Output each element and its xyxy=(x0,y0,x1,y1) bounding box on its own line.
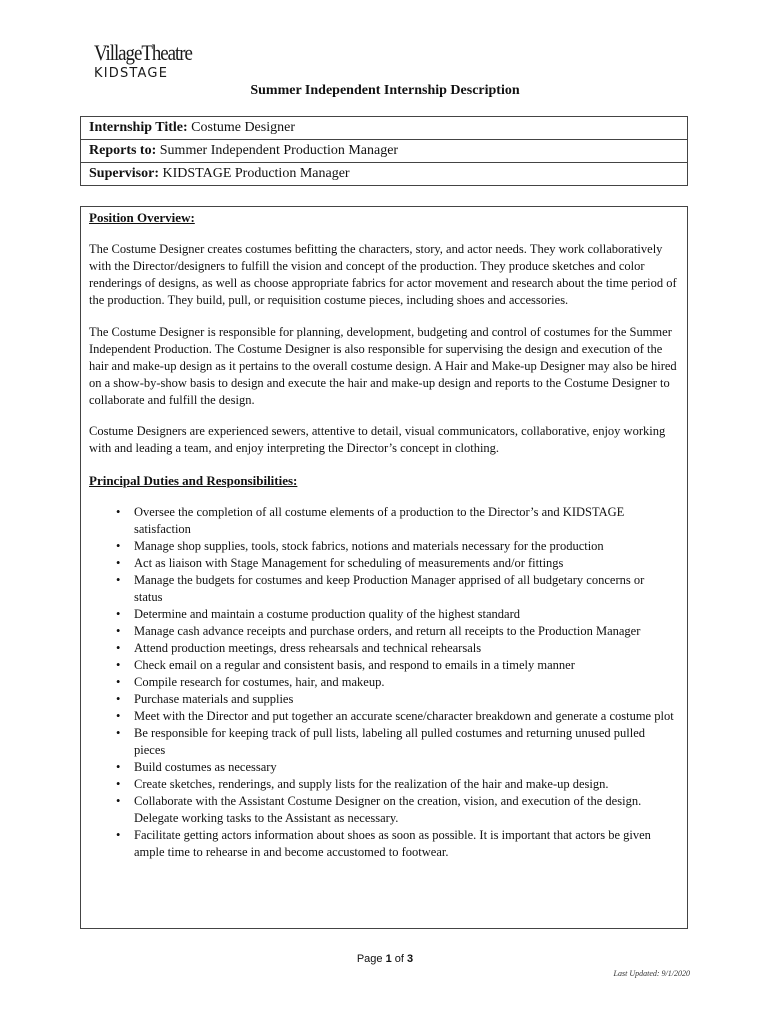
duty-text: Purchase materials and supplies xyxy=(134,692,294,706)
internship-info-table xyxy=(80,116,688,186)
duty-item xyxy=(116,793,679,827)
bullet-icon: • xyxy=(116,658,121,672)
document-title: Summer Independent Internship Description xyxy=(250,83,520,98)
overview-paragraph: The Costume Designer is responsible for planning, development, budgeting and control of costumes for the Summer Independent Production. The Costume Designer is also responsible for supervising the design and execution of the hair and make-up design as it pertains to the overall costume design. A Hair and Make-up Designer may also be hired on a show-by-show basis to design and execute the hair and make-up design and reports to the Costume Designer to collaborate and fulfill the design. xyxy=(89,325,677,407)
reports-to-value: Summer Independent Production Manager xyxy=(159,143,399,158)
duty-item xyxy=(116,827,679,861)
duty-text: Facilitate getting actors information about shoes as soon as possible. It is important that actors be given ample time to rehearse in and become accustomed to footwear. xyxy=(134,828,651,859)
logo-kidstage: KIDSTAGE xyxy=(94,66,169,81)
duty-text: Build costumes as necessary xyxy=(134,760,277,774)
supervisor-row xyxy=(81,163,687,185)
bullet-icon: • xyxy=(116,709,121,723)
bullet-icon: • xyxy=(116,505,121,519)
bullet-icon: • xyxy=(116,556,121,570)
village-theatre-kidstage-logo xyxy=(94,42,204,82)
duty-text: Compile research for costumes, hair, and makeup. xyxy=(134,675,385,689)
duty-item xyxy=(116,691,679,708)
bullet-icon: • xyxy=(116,573,121,587)
duty-item xyxy=(116,555,679,572)
duty-item xyxy=(116,776,679,793)
page-total: 3 xyxy=(407,953,414,965)
duty-item xyxy=(116,606,679,623)
bullet-icon: • xyxy=(116,777,121,791)
bullet-icon: • xyxy=(116,641,121,655)
page-current: 1 xyxy=(385,953,392,965)
principal-duties-heading: Principal Duties and Responsibilities: xyxy=(89,473,298,488)
duty-text: Attend production meetings, dress rehearsals and technical rehearsals xyxy=(134,641,482,655)
duty-item xyxy=(116,759,679,776)
duty-item xyxy=(116,657,679,674)
duty-item xyxy=(116,708,679,725)
duty-text: Meet with the Director and put together an accurate scene/character breakdown and generate a costume plot xyxy=(134,709,674,723)
bullet-icon: • xyxy=(116,760,121,774)
duty-item xyxy=(116,640,679,657)
duty-text: Act as liaison with Stage Management for scheduling of measurements and/or fittings xyxy=(134,556,564,570)
duty-text: Manage cash advance receipts and purchase orders, and return all receipts to the Production Manager xyxy=(134,624,641,638)
bullet-icon: • xyxy=(116,675,121,689)
page-number xyxy=(0,953,770,965)
duty-text: Determine and maintain a costume production quality of the highest standard xyxy=(134,607,521,621)
internship-title-value: Costume Designer xyxy=(191,120,295,135)
position-overview-heading: Position Overview: xyxy=(89,210,195,225)
duty-item xyxy=(116,572,679,606)
duty-text: Oversee the completion of all costume elements of a production to the Director’s and KIDSTAGE satisfaction xyxy=(134,505,625,536)
duty-text: Create sketches, renderings, and supply lists for the realization of the hair and make-up design. xyxy=(134,777,609,791)
duty-text: Manage the budgets for costumes and keep Production Manager apprised of all budgetary concerns or status xyxy=(134,573,645,604)
reports-to-row xyxy=(81,140,687,163)
logo-village-theatre: VillageTheatre xyxy=(94,40,192,65)
duty-text: Be responsible for keeping track of pull lists, labeling all pulled costumes and returning unused pulled pieces xyxy=(134,726,645,757)
bullet-icon: • xyxy=(116,607,121,621)
bullet-icon: • xyxy=(116,624,121,638)
page-of: of xyxy=(391,953,408,965)
bullet-icon: • xyxy=(116,726,121,740)
internship-title-label: Internship Title: xyxy=(89,120,188,135)
overview-paragraph: The Costume Designer creates costumes befitting the characters, story, and actor needs. They work collaboratively with the Director/designers to fulfill the vision and concept of the production. They produce sketches and color renderings of designs, as well as choose appropriate fabrics for actor movement and research about the time period of the production. They build, pull, or requisition costume pieces, including shoes and accessories. xyxy=(89,242,677,307)
last-updated: Last Updated: 9/1/2020 xyxy=(613,969,690,978)
supervisor-label: Supervisor: xyxy=(89,166,159,181)
duty-item xyxy=(116,623,679,640)
bullet-icon: • xyxy=(116,828,121,842)
page-prefix: Page xyxy=(356,953,386,965)
internship-title-row xyxy=(81,117,687,140)
bullet-icon: • xyxy=(116,794,121,808)
bullet-icon: • xyxy=(116,539,121,553)
bullet-icon: • xyxy=(116,692,121,706)
reports-to-label: Reports to: xyxy=(89,143,157,158)
duty-item xyxy=(116,504,679,538)
overview-paragraph: Costume Designers are experienced sewers, attentive to detail, visual communicators, collaborative, enjoy working with and leading a team, and enjoy interpreting the Director’s concept in clothing. xyxy=(89,424,666,455)
supervisor-value: KIDSTAGE Production Manager xyxy=(162,166,350,181)
duty-text: Manage shop supplies, tools, stock fabrics, notions and materials necessary for the production xyxy=(134,539,604,553)
duty-text: Check email on a regular and consistent basis, and respond to emails in a timely manner xyxy=(134,658,575,672)
duty-item xyxy=(116,674,679,691)
duty-text: Collaborate with the Assistant Costume Designer on the creation, vision, and execution of the design. Delegate working tasks to the Assistant as necessary. xyxy=(134,794,642,825)
duty-item xyxy=(116,725,679,759)
description-box xyxy=(80,206,688,929)
duty-item xyxy=(116,538,679,555)
duties-list xyxy=(89,504,679,861)
